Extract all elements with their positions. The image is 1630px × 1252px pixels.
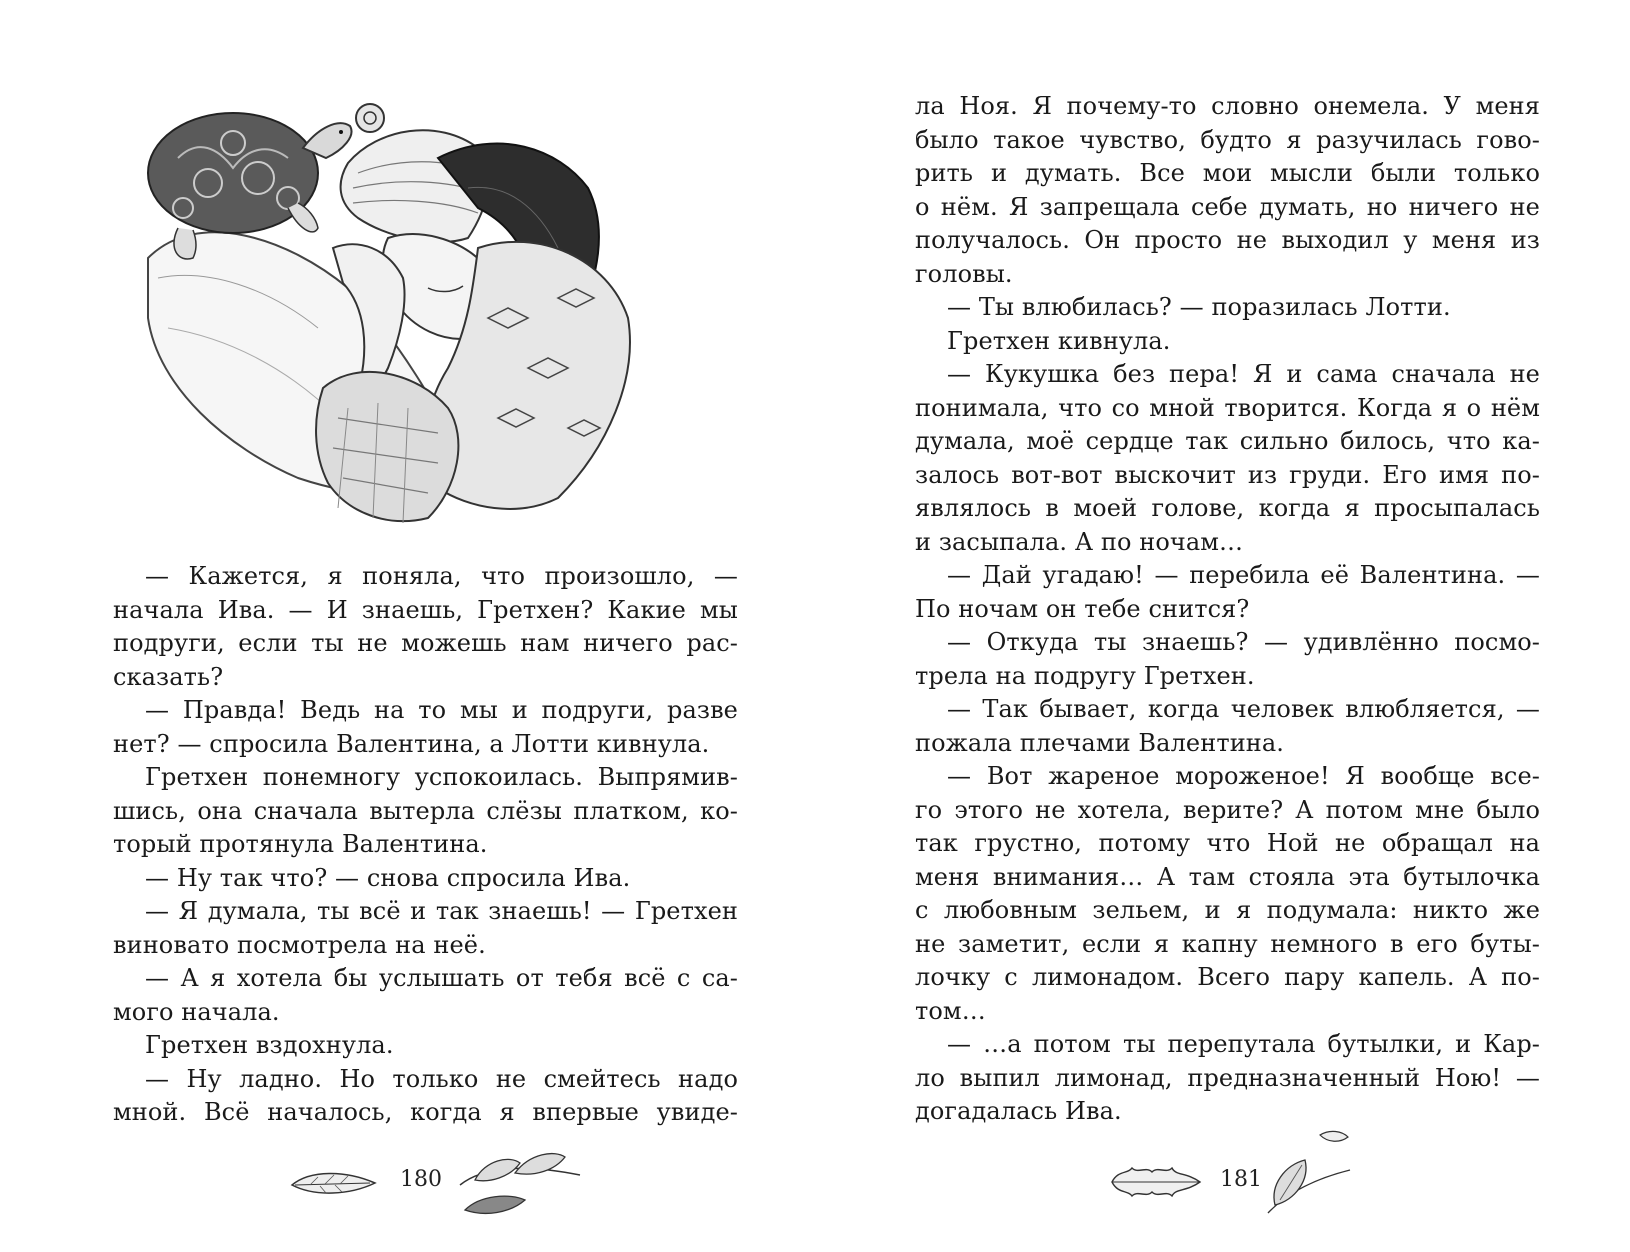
text-line: — Кажется, я поняла, что произошло, — — [145, 562, 738, 590]
right-page — [815, 0, 1630, 1252]
text-line: и засыпала. А по ночам… — [915, 527, 1244, 556]
text-line: лочку с лимонадом. Всего пару капель. А по- — [915, 963, 1540, 991]
text-line: мной. Всё началось, когда я впервые увиде- — [113, 1098, 738, 1126]
left-page-text — [113, 560, 738, 1130]
paragraph — [113, 694, 738, 761]
paragraph — [915, 1028, 1540, 1129]
text-line: мого начала. — [113, 997, 280, 1026]
text-line: — А я хотела бы услышать от тебя всё с са- — [145, 964, 738, 992]
text-line: — Ну так что? — снова спросила Ива. — [145, 863, 631, 892]
text-line: — Кукушка без пера! Я и сама сначала не — [947, 360, 1540, 388]
left-page-footer — [0, 1155, 815, 1225]
paragraph — [915, 693, 1540, 760]
text-line: — Правда! Ведь на то мы и подруги, разве — [145, 696, 738, 724]
text-line: — Ты влюбилась? — поразилась Лотти. — [947, 293, 1451, 321]
paragraph — [113, 862, 738, 896]
paragraph — [915, 291, 1540, 325]
paragraph — [113, 1029, 738, 1063]
paragraph — [113, 560, 738, 694]
leaf-left-icon — [290, 1165, 380, 1205]
text-line: думала, моё сердце так сильно билось, что ка- — [915, 427, 1540, 455]
text-line: было такое чувство, будто я разучилась гово- — [915, 125, 1540, 154]
page-number: 181 — [1220, 1167, 1262, 1192]
text-line: — Ну ладно. Но только не смейтесь надо — [145, 1064, 738, 1093]
page-number: 180 — [400, 1167, 442, 1192]
oak-leaf-icon — [1110, 1160, 1205, 1210]
text-line: о нём. Я запрещала себе думать, но ничего не — [915, 192, 1540, 221]
text-line: — Вот жареное мороженое! Я вообще все- — [947, 762, 1540, 790]
text-line: понимала, что со мной творится. Когда я о нём — [915, 393, 1540, 422]
text-line: так грустно, потому что Ной не обращал на — [915, 829, 1540, 857]
text-line: Гретхен вздохнула. — [145, 1031, 394, 1059]
text-line: — …а потом ты перепутала бутылки, и Кар- — [947, 1030, 1540, 1058]
text-line: головы. — [915, 259, 1013, 288]
text-line: — Дай угадаю! — перебила её Валентина. — — [947, 561, 1540, 589]
paragraph — [113, 962, 738, 1029]
text-line: го этого не хотела, верите? А потом мне было — [915, 795, 1540, 824]
text-line: трела на подругу Гретхен. — [915, 661, 1255, 690]
text-line: виновато посмотрела на неё. — [113, 930, 486, 959]
paragraph — [915, 760, 1540, 1028]
text-line: рить и думать. Все мои мысли были только — [915, 159, 1540, 187]
text-line: — Так бывает, когда человек влюбляется, — — [947, 695, 1540, 723]
paragraph — [113, 761, 738, 862]
text-line: торый протянула Валентина. — [113, 830, 488, 858]
leaves-branch-icon — [1260, 1125, 1360, 1220]
text-line: подруги, если ты не можешь нам ничего рас- — [113, 629, 738, 657]
text-line: ла Ноя. Я почему-то словно онемела. У меня — [915, 92, 1540, 120]
text-line: — Откуда ты знаешь? — удивлённо посмо- — [947, 628, 1540, 656]
text-line: нет? — спросила Валентина, а Лотти кивнула. — [113, 729, 710, 758]
paragraph — [915, 626, 1540, 693]
paragraph — [113, 895, 738, 962]
leaves-right-icon — [455, 1145, 585, 1220]
paragraph — [915, 358, 1540, 559]
text-line: По ночам он тебе снится? — [915, 594, 1250, 623]
text-line: том… — [915, 996, 986, 1025]
text-line: пожала плечами Валентина. — [915, 728, 1285, 757]
text-line: являлось в моей голове, когда я просыпалась — [915, 494, 1540, 522]
paragraph — [915, 559, 1540, 626]
sleeping-girl-with-turtle-illustration — [138, 88, 728, 538]
text-line: меня внимания… А там стояла эта бутылочка — [915, 862, 1540, 891]
text-line: залось вот-вот выскочит из груди. Его имя по- — [915, 460, 1540, 489]
text-line: с любовным зельем, и я подумала: никто же — [915, 896, 1540, 924]
right-page-footer — [815, 1155, 1630, 1225]
text-line: догадалась Ива. — [915, 1097, 1122, 1125]
text-line: шись, она сначала вытерла слёзы платком, ко- — [113, 796, 738, 825]
text-line: сказать? — [113, 662, 224, 691]
text-line: ло выпил лимонад, предназначенный Ною! — — [915, 1063, 1540, 1092]
text-line: получалось. Он просто не выходил у меня из — [915, 226, 1540, 254]
right-page-text — [915, 90, 1540, 1129]
paragraph — [113, 1063, 738, 1130]
paragraph — [915, 325, 1540, 359]
text-line: начала Ива. — И знаешь, Гретхен? Какие мы — [113, 595, 738, 624]
text-line: Гретхен понемногу успокоилась. Выпрямив- — [145, 763, 738, 791]
text-line: не заметит, если я капну немного в его буты- — [915, 929, 1540, 958]
text-line: — Я думала, ты всё и так знаешь! — Гретхен — [145, 897, 738, 925]
paragraph — [915, 90, 1540, 291]
text-line: Гретхен кивнула. — [947, 326, 1171, 355]
